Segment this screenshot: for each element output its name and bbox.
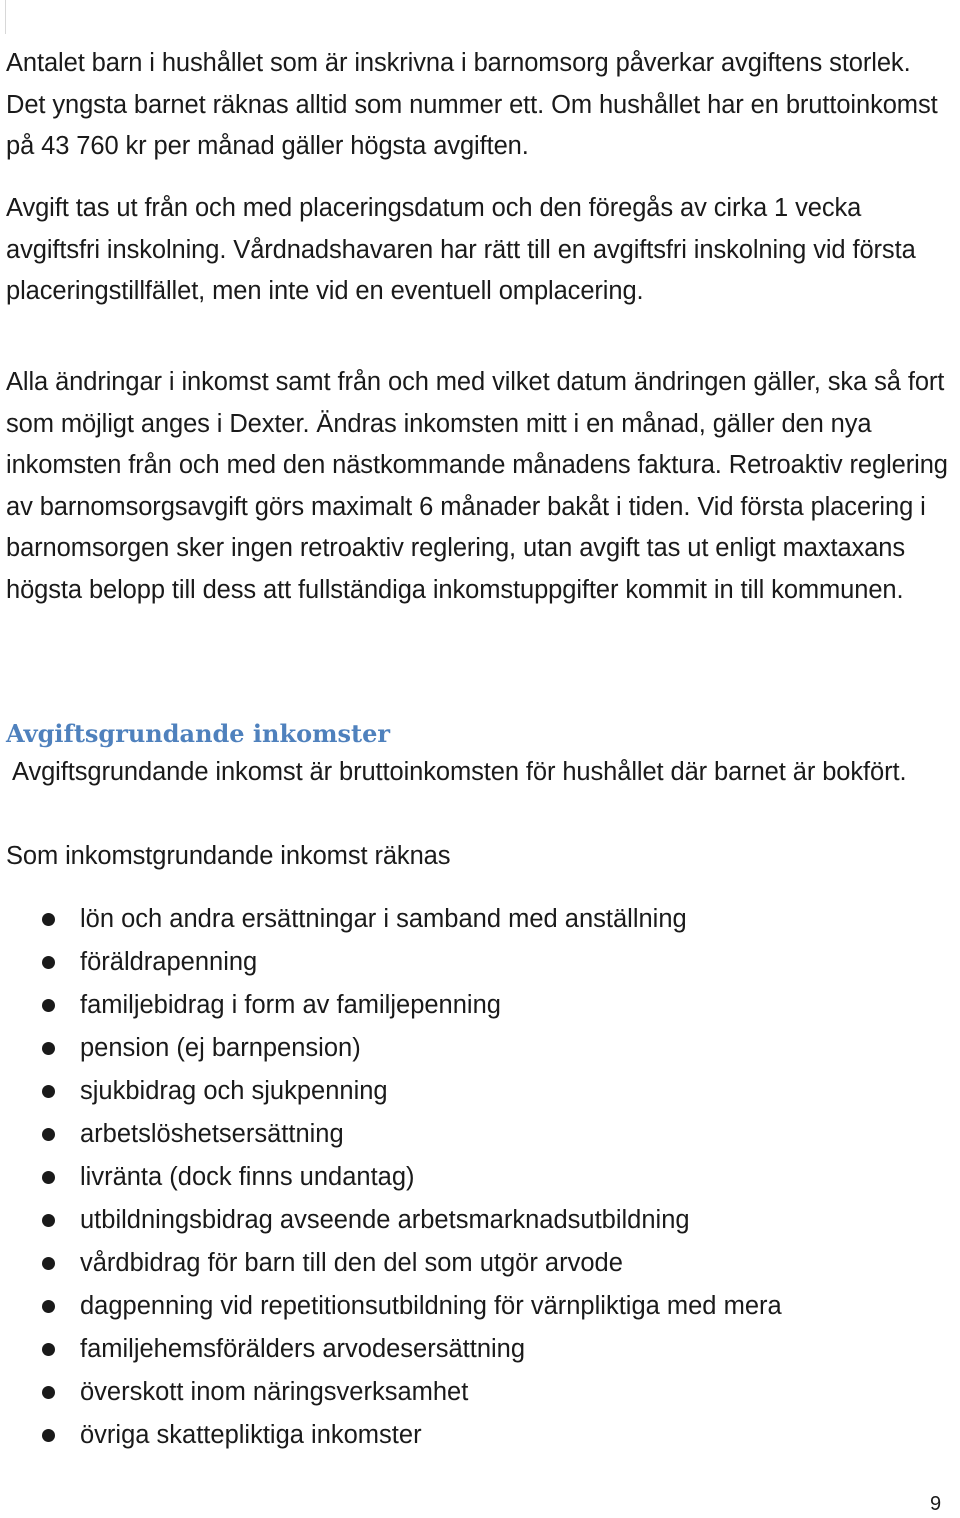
bullet-icon (42, 913, 55, 926)
list-item (0, 941, 960, 984)
income-list (0, 898, 960, 1457)
paragraph-fee-start: Avgift tas ut från och med placeringsdatum och den föregås av cirka 1 vecka avgiftsfri inskolning. Vårdnadshavaren har rätt till en avgiftsfri inskolning vid första placeringstillfället, men inte vid en eventuell omplacering. (6, 194, 916, 305)
list-item-text: utbildningsbidrag avseende arbetsmarknadsutbildning (80, 1206, 690, 1234)
bullet-icon (42, 1171, 55, 1184)
list-item-text: föräldrapenning (80, 948, 258, 976)
list-item-text: familjehemsförälders arvodesersättning (80, 1335, 526, 1363)
list-item (0, 1414, 960, 1457)
page-corner-mark (5, 0, 6, 34)
section-heading: Avgiftsgrundande inkomster (6, 719, 391, 748)
list-item (0, 1285, 960, 1328)
list-item (0, 1070, 960, 1113)
list-item (0, 1242, 960, 1285)
list-intro: Som inkomstgrundande inkomst räknas (6, 842, 451, 870)
bullet-icon (42, 1386, 55, 1399)
list-item (0, 984, 960, 1027)
bullet-icon (42, 1300, 55, 1313)
list-item (0, 1328, 960, 1371)
bullet-icon (42, 1128, 55, 1141)
bullet-icon (42, 1343, 55, 1356)
list-item-text: övriga skattepliktiga inkomster (80, 1421, 422, 1449)
list-item (0, 1027, 960, 1070)
list-item-text: sjukbidrag och sjukpenning (80, 1077, 388, 1105)
list-item-text: dagpenning vid repetitionsutbildning för värnpliktiga med mera (80, 1292, 782, 1320)
bullet-icon (42, 956, 55, 969)
list-item-text: arbetslöshetsersättning (80, 1120, 344, 1148)
bullet-icon (42, 1085, 55, 1098)
paragraph-income-changes: Alla ändringar i inkomst samt från och med vilket datum ändringen gäller, ska så fort som möjligt anges i Dexter. Ändras inkomsten mitt i en månad, gäller den nya inkomsten från och med den nästkommande månadens faktura. Retroaktiv reglering av barnomsorgsavgift görs maximalt 6 månader bakåt i tiden. Vid första placering i barnomsorgen sker ingen retroaktiv reglering, utan avgift tas ut enligt maxtaxans högsta belopp till dess att fullständiga inkomstuppgifter kommit in till kommunen. (6, 368, 948, 604)
page-number: 9 (930, 1493, 942, 1515)
list-item-text: livränta (dock finns undantag) (80, 1163, 415, 1191)
section-intro (6, 752, 951, 794)
paragraph-household-children: Antalet barn i hushållet som är inskrivna i barnomsorg påverkar avgiftens storlek. Det yngsta barnet räknas alltid som nummer ett. Om hushållet har en bruttoinkomst på 43 760 kr per månad gäller högsta avgiften. (6, 49, 938, 160)
list-item-text: lön och andra ersättningar i samband med anställning (80, 905, 687, 933)
bullet-icon (42, 1257, 55, 1270)
bullet-icon (42, 999, 55, 1012)
list-item (0, 1371, 960, 1414)
list-item (0, 1113, 960, 1156)
list-item-text: överskott inom näringsverksamhet (80, 1378, 469, 1406)
bullet-icon (42, 1214, 55, 1227)
list-item-text: pension (ej barnpension) (80, 1034, 361, 1062)
list-item-text: familjebidrag i form av familjepenning (80, 991, 501, 1019)
list-item (0, 1199, 960, 1242)
bullet-icon (42, 1042, 55, 1055)
list-item-text: vårdbidrag för barn till den del som utgör arvode (80, 1249, 623, 1277)
list-item (0, 898, 960, 941)
bullet-icon (42, 1429, 55, 1442)
section-intro-text: Avgiftsgrundande inkomst är bruttoinkomsten för hushållet där barnet är bokfört. (12, 758, 907, 786)
list-item (0, 1156, 960, 1199)
